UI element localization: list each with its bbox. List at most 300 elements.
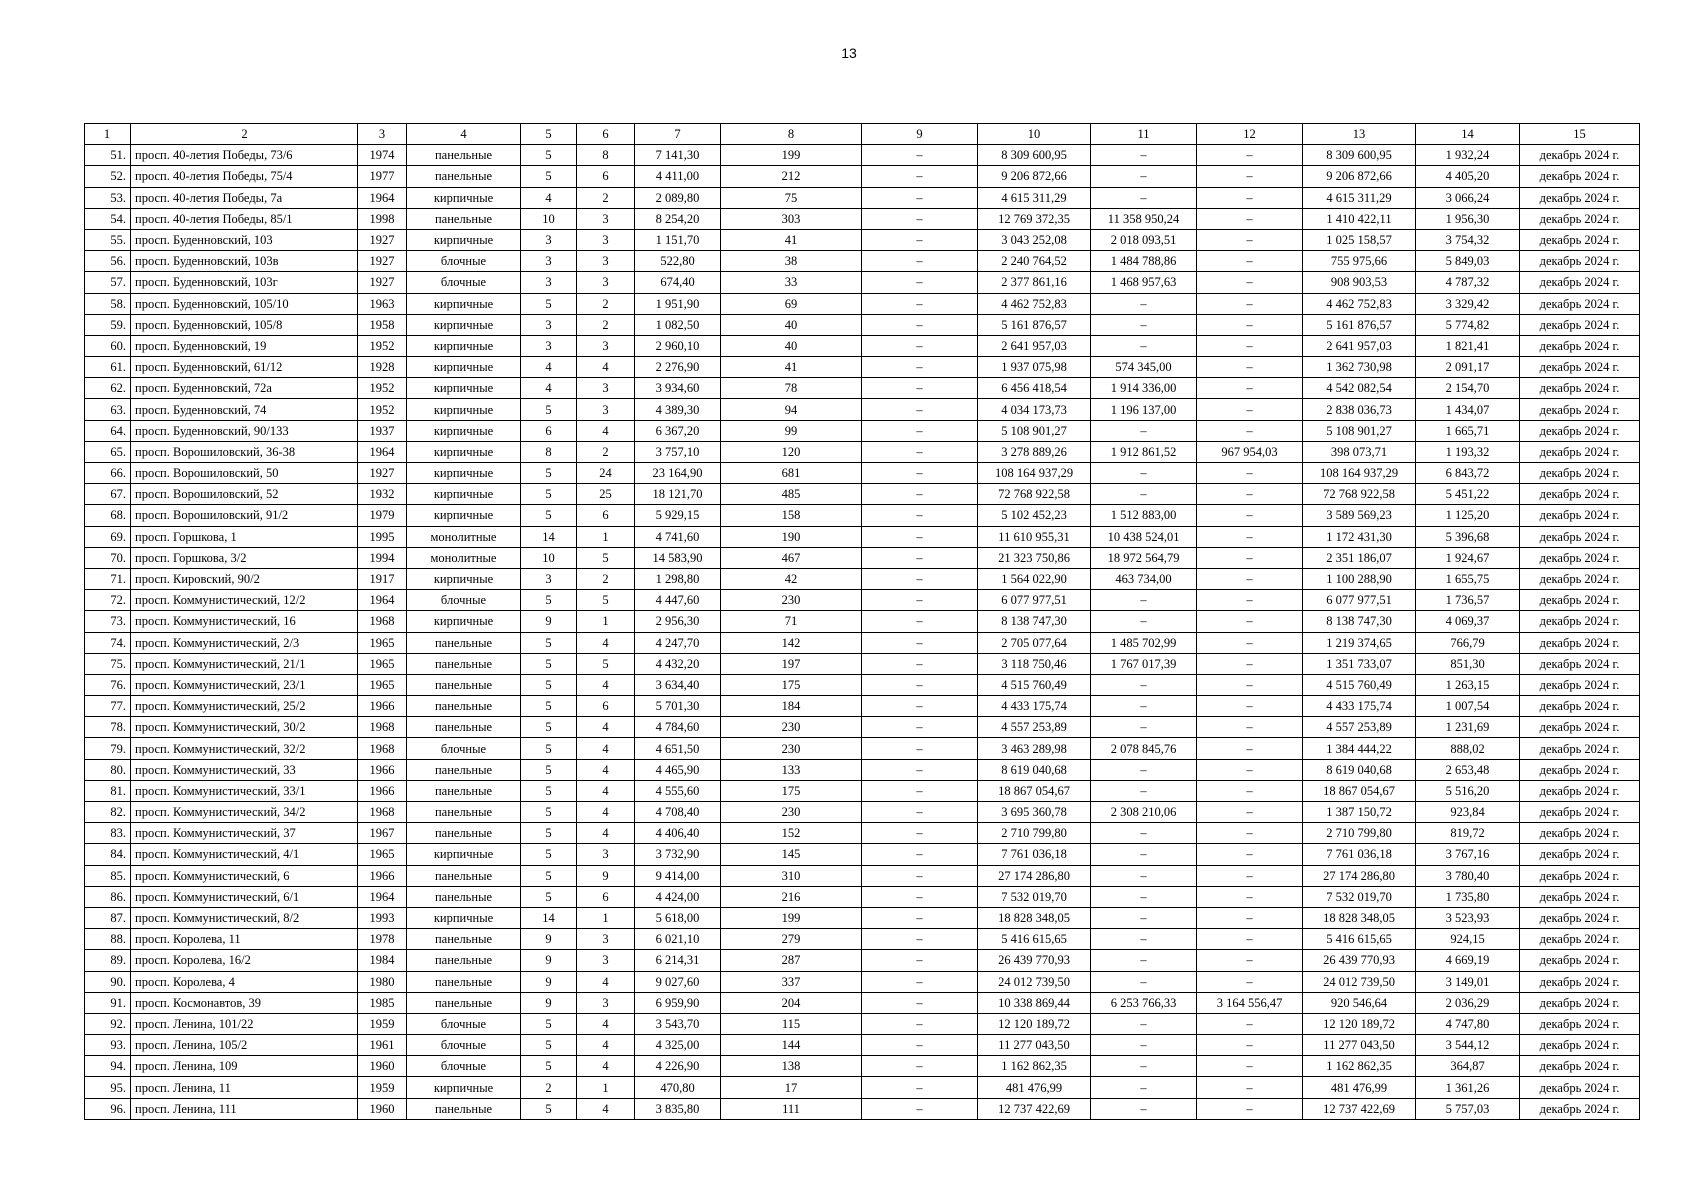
cell-cost-11: 18 972 564,79: [1091, 547, 1197, 568]
cell-unit-cost: 4 669,19: [1416, 950, 1520, 971]
column-header-2: 2: [131, 124, 358, 145]
cell-address: просп. Буденновский, 103в: [131, 251, 358, 272]
cell-unit-cost: 888,02: [1416, 738, 1520, 759]
column-header-7: 7: [635, 124, 721, 145]
column-header-10: 10: [978, 124, 1091, 145]
cell-row-number: 65.: [85, 441, 131, 462]
cell-deadline: декабрь 2024 г.: [1520, 1035, 1640, 1056]
cell-deadline: декабрь 2024 г.: [1520, 886, 1640, 907]
cell-residents: 337: [721, 971, 862, 992]
cell-area: 470,80: [635, 1077, 721, 1098]
cell-cost-9: –: [862, 378, 978, 399]
cell-floors: 5: [521, 865, 577, 886]
cell-residents: 175: [721, 674, 862, 695]
cell-unit-cost: 1 932,24: [1416, 145, 1520, 166]
cell-cost-11: –: [1091, 971, 1197, 992]
cell-area: 4 406,40: [635, 823, 721, 844]
cell-wall-material: панельные: [407, 1098, 521, 1119]
cell-row-number: 69.: [85, 526, 131, 547]
cell-residents: 681: [721, 463, 862, 484]
cell-entrances: 1: [577, 526, 635, 547]
cell-deadline: декабрь 2024 г.: [1520, 420, 1640, 441]
cell-residents: 199: [721, 907, 862, 928]
cell-residents: 303: [721, 208, 862, 229]
cell-area: 3 543,70: [635, 1013, 721, 1034]
cell-wall-material: панельные: [407, 865, 521, 886]
cell-entrances: 4: [577, 1013, 635, 1034]
cell-entrances: 3: [577, 929, 635, 950]
cell-cost-9: –: [862, 738, 978, 759]
cell-year-built: 1965: [358, 844, 407, 865]
cell-residents: 115: [721, 1013, 862, 1034]
cell-row-number: 75.: [85, 653, 131, 674]
column-header-1: 1: [85, 124, 131, 145]
cell-cost-10: 4 034 173,73: [978, 399, 1091, 420]
cell-floors: 5: [521, 463, 577, 484]
cell-address: просп. Буденновский, 61/12: [131, 357, 358, 378]
housing-registry-table: [84, 123, 1640, 1120]
cell-cost-9: –: [862, 399, 978, 420]
cell-unit-cost: 6 843,72: [1416, 463, 1520, 484]
cell-cost-10: 27 174 286,80: [978, 865, 1091, 886]
cell-cost-10: 12 769 372,35: [978, 208, 1091, 229]
cell-unit-cost: 1 821,41: [1416, 335, 1520, 356]
cell-wall-material: кирпичные: [407, 568, 521, 589]
cell-unit-cost: 1 665,71: [1416, 420, 1520, 441]
cell-unit-cost: 2 091,17: [1416, 357, 1520, 378]
cell-area: 6 959,90: [635, 992, 721, 1013]
cell-cost-12: –: [1197, 484, 1303, 505]
cell-area: 5 701,30: [635, 696, 721, 717]
cell-cost-12: –: [1197, 674, 1303, 695]
cell-address: просп. Ворошиловский, 91/2: [131, 505, 358, 526]
cell-cost-11: 463 734,00: [1091, 568, 1197, 589]
cell-cost-11: –: [1091, 950, 1197, 971]
cell-wall-material: панельные: [407, 696, 521, 717]
cell-year-built: 1964: [358, 187, 407, 208]
cell-floors: 14: [521, 526, 577, 547]
cell-unit-cost: 1 956,30: [1416, 208, 1520, 229]
cell-cost-10: 481 476,99: [978, 1077, 1091, 1098]
cell-unit-cost: 924,15: [1416, 929, 1520, 950]
cell-residents: 216: [721, 886, 862, 907]
cell-year-built: 1965: [358, 653, 407, 674]
column-header-14: 14: [1416, 124, 1520, 145]
cell-unit-cost: 5 451,22: [1416, 484, 1520, 505]
cell-area: 4 432,20: [635, 653, 721, 674]
cell-row-number: 68.: [85, 505, 131, 526]
cell-year-built: 1958: [358, 314, 407, 335]
cell-wall-material: кирпичные: [407, 293, 521, 314]
cell-area: 4 651,50: [635, 738, 721, 759]
cell-cost-10: 21 323 750,86: [978, 547, 1091, 568]
cell-area: 2 960,10: [635, 335, 721, 356]
table-row: [85, 802, 1640, 823]
cell-wall-material: кирпичные: [407, 611, 521, 632]
cell-residents: 69: [721, 293, 862, 314]
cell-row-number: 80.: [85, 759, 131, 780]
cell-cost-12: –: [1197, 759, 1303, 780]
cell-unit-cost: 4 069,37: [1416, 611, 1520, 632]
cell-floors: 9: [521, 950, 577, 971]
cell-residents: 287: [721, 950, 862, 971]
cell-year-built: 1964: [358, 590, 407, 611]
cell-unit-cost: 5 774,82: [1416, 314, 1520, 335]
cell-cost-11: –: [1091, 865, 1197, 886]
cell-cost-10: 26 439 770,93: [978, 950, 1091, 971]
cell-cost-13: 8 619 040,68: [1303, 759, 1416, 780]
cell-year-built: 1927: [358, 229, 407, 250]
cell-area: 2 956,30: [635, 611, 721, 632]
cell-wall-material: панельные: [407, 802, 521, 823]
table-row: [85, 441, 1640, 462]
cell-area: 6 214,31: [635, 950, 721, 971]
cell-deadline: декабрь 2024 г.: [1520, 590, 1640, 611]
cell-row-number: 91.: [85, 992, 131, 1013]
cell-year-built: 1968: [358, 738, 407, 759]
cell-address: просп. Буденновский, 74: [131, 399, 358, 420]
table-row: [85, 145, 1640, 166]
cell-deadline: декабрь 2024 г.: [1520, 272, 1640, 293]
cell-address: просп. Буденновский, 90/133: [131, 420, 358, 441]
cell-entrances: 2: [577, 314, 635, 335]
page-number: 13: [841, 45, 857, 61]
cell-deadline: декабрь 2024 г.: [1520, 145, 1640, 166]
column-header-11: 11: [1091, 124, 1197, 145]
cell-cost-9: –: [862, 590, 978, 611]
cell-deadline: декабрь 2024 г.: [1520, 611, 1640, 632]
cell-cost-13: 8 138 747,30: [1303, 611, 1416, 632]
cell-cost-9: –: [862, 251, 978, 272]
cell-address: просп. Коммунистический, 23/1: [131, 674, 358, 695]
cell-unit-cost: 3 149,01: [1416, 971, 1520, 992]
cell-cost-11: 10 438 524,01: [1091, 526, 1197, 547]
cell-area: 522,80: [635, 251, 721, 272]
cell-address: просп. 40-летия Победы, 75/4: [131, 166, 358, 187]
cell-deadline: декабрь 2024 г.: [1520, 823, 1640, 844]
cell-cost-13: 5 161 876,57: [1303, 314, 1416, 335]
cell-cost-9: –: [862, 145, 978, 166]
cell-deadline: декабрь 2024 г.: [1520, 187, 1640, 208]
table-row: [85, 547, 1640, 568]
cell-wall-material: кирпичные: [407, 229, 521, 250]
cell-cost-9: –: [862, 272, 978, 293]
cell-year-built: 1952: [358, 399, 407, 420]
cell-floors: 5: [521, 738, 577, 759]
cell-year-built: 1993: [358, 907, 407, 928]
cell-cost-9: –: [862, 335, 978, 356]
cell-address: просп. Буденновский, 105/10: [131, 293, 358, 314]
cell-cost-10: 1 162 862,35: [978, 1056, 1091, 1077]
cell-cost-12: –: [1197, 251, 1303, 272]
cell-cost-11: –: [1091, 1013, 1197, 1034]
cell-cost-13: 2 710 799,80: [1303, 823, 1416, 844]
cell-floors: 5: [521, 653, 577, 674]
cell-cost-9: –: [862, 950, 978, 971]
cell-residents: 144: [721, 1035, 862, 1056]
cell-residents: 184: [721, 696, 862, 717]
cell-wall-material: панельные: [407, 886, 521, 907]
cell-residents: 111: [721, 1098, 862, 1119]
cell-entrances: 3: [577, 272, 635, 293]
cell-address: просп. Коммунистический, 6: [131, 865, 358, 886]
cell-wall-material: блочные: [407, 272, 521, 293]
cell-cost-13: 18 828 348,05: [1303, 907, 1416, 928]
cell-address: просп. Королева, 11: [131, 929, 358, 950]
cell-entrances: 6: [577, 166, 635, 187]
cell-row-number: 85.: [85, 865, 131, 886]
cell-floors: 9: [521, 992, 577, 1013]
cell-wall-material: кирпичные: [407, 844, 521, 865]
cell-unit-cost: 923,84: [1416, 802, 1520, 823]
cell-cost-13: 108 164 937,29: [1303, 463, 1416, 484]
cell-deadline: декабрь 2024 г.: [1520, 314, 1640, 335]
cell-cost-13: 920 546,64: [1303, 992, 1416, 1013]
cell-cost-10: 4 515 760,49: [978, 674, 1091, 695]
cell-cost-9: –: [862, 208, 978, 229]
cell-entrances: 4: [577, 971, 635, 992]
cell-cost-12: –: [1197, 314, 1303, 335]
cell-cost-11: –: [1091, 420, 1197, 441]
table-row: [85, 505, 1640, 526]
cell-cost-10: 8 138 747,30: [978, 611, 1091, 632]
cell-address: просп. Королева, 4: [131, 971, 358, 992]
cell-cost-12: –: [1197, 611, 1303, 632]
cell-cost-12: –: [1197, 1035, 1303, 1056]
column-header-15: 15: [1520, 124, 1640, 145]
cell-wall-material: монолитные: [407, 526, 521, 547]
cell-deadline: декабрь 2024 г.: [1520, 971, 1640, 992]
cell-cost-12: –: [1197, 1098, 1303, 1119]
cell-cost-9: –: [862, 568, 978, 589]
cell-cost-10: 4 433 175,74: [978, 696, 1091, 717]
cell-wall-material: панельные: [407, 166, 521, 187]
cell-unit-cost: 1 924,67: [1416, 547, 1520, 568]
cell-cost-11: –: [1091, 844, 1197, 865]
cell-cost-12: –: [1197, 1013, 1303, 1034]
table-row: [85, 929, 1640, 950]
cell-cost-13: 2 351 186,07: [1303, 547, 1416, 568]
cell-floors: 3: [521, 314, 577, 335]
cell-cost-10: 4 557 253,89: [978, 717, 1091, 738]
cell-address: просп. Коммунистический, 34/2: [131, 802, 358, 823]
cell-cost-9: –: [862, 1013, 978, 1034]
cell-address: просп. Буденновский, 19: [131, 335, 358, 356]
cell-cost-10: 72 768 922,58: [978, 484, 1091, 505]
cell-cost-12: –: [1197, 886, 1303, 907]
cell-wall-material: блочные: [407, 1035, 521, 1056]
table-row: [85, 844, 1640, 865]
cell-address: просп. Коммунистический, 33: [131, 759, 358, 780]
cell-row-number: 76.: [85, 674, 131, 695]
cell-cost-9: –: [862, 505, 978, 526]
cell-area: 23 164,90: [635, 463, 721, 484]
cell-residents: 230: [721, 590, 862, 611]
cell-cost-13: 2 838 036,73: [1303, 399, 1416, 420]
cell-row-number: 73.: [85, 611, 131, 632]
table-row: [85, 674, 1640, 695]
cell-unit-cost: 1 361,26: [1416, 1077, 1520, 1098]
cell-entrances: 2: [577, 441, 635, 462]
cell-residents: 142: [721, 632, 862, 653]
cell-address: просп. Ворошиловский, 36-38: [131, 441, 358, 462]
cell-residents: 204: [721, 992, 862, 1013]
cell-residents: 41: [721, 229, 862, 250]
cell-entrances: 6: [577, 886, 635, 907]
table-row: [85, 653, 1640, 674]
cell-cost-12: –: [1197, 568, 1303, 589]
cell-cost-12: –: [1197, 420, 1303, 441]
cell-address: просп. 40-летия Победы, 73/6: [131, 145, 358, 166]
cell-year-built: 1932: [358, 484, 407, 505]
cell-floors: 5: [521, 844, 577, 865]
cell-cost-13: 3 589 569,23: [1303, 505, 1416, 526]
cell-entrances: 6: [577, 696, 635, 717]
cell-cost-13: 5 108 901,27: [1303, 420, 1416, 441]
cell-cost-12: –: [1197, 357, 1303, 378]
cell-unit-cost: 5 849,03: [1416, 251, 1520, 272]
cell-cost-11: 1 912 861,52: [1091, 441, 1197, 462]
cell-cost-13: 12 120 189,72: [1303, 1013, 1416, 1034]
cell-entrances: 3: [577, 378, 635, 399]
cell-wall-material: панельные: [407, 929, 521, 950]
cell-deadline: декабрь 2024 г.: [1520, 674, 1640, 695]
cell-cost-11: –: [1091, 611, 1197, 632]
cell-cost-13: 1 362 730,98: [1303, 357, 1416, 378]
cell-residents: 133: [721, 759, 862, 780]
cell-deadline: декабрь 2024 г.: [1520, 1077, 1640, 1098]
cell-cost-13: 1 351 733,07: [1303, 653, 1416, 674]
cell-area: 4 389,30: [635, 399, 721, 420]
cell-cost-10: 3 278 889,26: [978, 441, 1091, 462]
cell-address: просп. 40-летия Победы, 7а: [131, 187, 358, 208]
cell-area: 1 151,70: [635, 229, 721, 250]
cell-year-built: 1985: [358, 992, 407, 1013]
cell-cost-10: 9 206 872,66: [978, 166, 1091, 187]
cell-cost-10: 8 619 040,68: [978, 759, 1091, 780]
cell-wall-material: панельные: [407, 632, 521, 653]
cell-cost-11: –: [1091, 1056, 1197, 1077]
cell-entrances: 4: [577, 823, 635, 844]
cell-entrances: 2: [577, 293, 635, 314]
cell-address: просп. Ленина, 11: [131, 1077, 358, 1098]
cell-residents: 230: [721, 717, 862, 738]
cell-deadline: декабрь 2024 г.: [1520, 844, 1640, 865]
column-header-12: 12: [1197, 124, 1303, 145]
cell-row-number: 63.: [85, 399, 131, 420]
cell-cost-10: 2 240 764,52: [978, 251, 1091, 272]
table-row: [85, 1077, 1640, 1098]
cell-unit-cost: 1 193,32: [1416, 441, 1520, 462]
cell-wall-material: блочные: [407, 251, 521, 272]
cell-row-number: 55.: [85, 229, 131, 250]
cell-year-built: 1960: [358, 1056, 407, 1077]
cell-row-number: 56.: [85, 251, 131, 272]
table-row: [85, 314, 1640, 335]
table-row: [85, 865, 1640, 886]
cell-deadline: декабрь 2024 г.: [1520, 696, 1640, 717]
cell-cost-11: –: [1091, 590, 1197, 611]
cell-address: просп. Коммунистический, 21/1: [131, 653, 358, 674]
cell-entrances: 6: [577, 505, 635, 526]
cell-floors: 2: [521, 1077, 577, 1098]
cell-cost-9: –: [862, 293, 978, 314]
cell-area: 4 784,60: [635, 717, 721, 738]
cell-unit-cost: 1 007,54: [1416, 696, 1520, 717]
cell-cost-10: 4 462 752,83: [978, 293, 1091, 314]
cell-deadline: декабрь 2024 г.: [1520, 1098, 1640, 1119]
cell-wall-material: кирпичные: [407, 907, 521, 928]
cell-cost-13: 4 557 253,89: [1303, 717, 1416, 738]
cell-area: 4 424,00: [635, 886, 721, 907]
cell-year-built: 1968: [358, 717, 407, 738]
cell-area: 3 634,40: [635, 674, 721, 695]
cell-year-built: 1952: [358, 378, 407, 399]
cell-unit-cost: 4 787,32: [1416, 272, 1520, 293]
cell-cost-10: 12 120 189,72: [978, 1013, 1091, 1034]
cell-wall-material: кирпичные: [407, 463, 521, 484]
cell-cost-13: 4 515 760,49: [1303, 674, 1416, 695]
cell-cost-12: –: [1197, 378, 1303, 399]
cell-unit-cost: 364,87: [1416, 1056, 1520, 1077]
cell-deadline: декабрь 2024 г.: [1520, 399, 1640, 420]
cell-unit-cost: 3 329,42: [1416, 293, 1520, 314]
table-row: [85, 272, 1640, 293]
table-row: [85, 293, 1640, 314]
cell-cost-10: 5 108 901,27: [978, 420, 1091, 441]
cell-residents: 41: [721, 357, 862, 378]
cell-year-built: 1964: [358, 441, 407, 462]
cell-wall-material: панельные: [407, 717, 521, 738]
cell-year-built: 1927: [358, 463, 407, 484]
cell-residents: 230: [721, 802, 862, 823]
cell-year-built: 1928: [358, 357, 407, 378]
cell-unit-cost: 2 154,70: [1416, 378, 1520, 399]
cell-floors: 5: [521, 759, 577, 780]
cell-address: просп. Королева, 16/2: [131, 950, 358, 971]
cell-cost-13: 1 025 158,57: [1303, 229, 1416, 250]
cell-wall-material: блочные: [407, 738, 521, 759]
cell-cost-10: 5 102 452,23: [978, 505, 1091, 526]
cell-entrances: 3: [577, 950, 635, 971]
cell-unit-cost: 819,72: [1416, 823, 1520, 844]
table-row: [85, 886, 1640, 907]
cell-row-number: 77.: [85, 696, 131, 717]
cell-floors: 3: [521, 251, 577, 272]
cell-unit-cost: 1 655,75: [1416, 568, 1520, 589]
cell-address: просп. Коммунистический, 16: [131, 611, 358, 632]
cell-row-number: 74.: [85, 632, 131, 653]
cell-cost-10: 7 532 019,70: [978, 886, 1091, 907]
cell-floors: 5: [521, 293, 577, 314]
cell-residents: 485: [721, 484, 862, 505]
table-row: [85, 399, 1640, 420]
cell-wall-material: кирпичные: [407, 378, 521, 399]
cell-cost-13: 6 077 977,51: [1303, 590, 1416, 611]
cell-cost-13: 398 073,71: [1303, 441, 1416, 462]
cell-floors: 10: [521, 208, 577, 229]
table-row: [85, 568, 1640, 589]
cell-floors: 3: [521, 229, 577, 250]
column-header-8: 8: [721, 124, 862, 145]
table-row: [85, 1098, 1640, 1119]
cell-entrances: 25: [577, 484, 635, 505]
cell-cost-9: –: [862, 420, 978, 441]
cell-cost-13: 1 384 444,22: [1303, 738, 1416, 759]
cell-wall-material: кирпичные: [407, 1077, 521, 1098]
cell-deadline: декабрь 2024 г.: [1520, 738, 1640, 759]
cell-floors: 5: [521, 1098, 577, 1119]
